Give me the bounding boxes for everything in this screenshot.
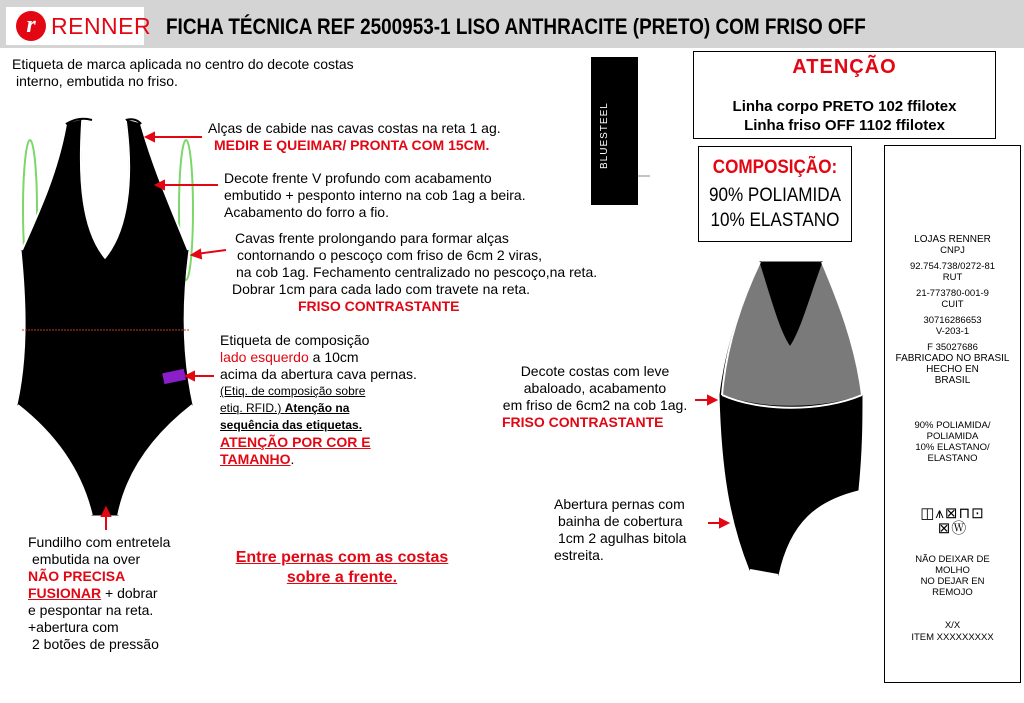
renner-logo-text: RENNER [51, 13, 152, 39]
note-line: MEDIR E QUEIMAR/ PRONTA COM 15CM. [214, 137, 490, 153]
note-line: 1cm 2 agulhas bitola [558, 530, 687, 546]
note-span: + dobrar [101, 585, 158, 601]
note-line: abaloado, acabamento [523, 380, 667, 396]
note-line: FRISO CONTRASTANTE [298, 298, 460, 314]
front-body [18, 120, 192, 515]
brand-label-line: Etiqueta de marca aplicada no centro do decote costas [12, 56, 354, 72]
note-line: acima da abertura cava pernas. [220, 366, 417, 382]
composition-line: 90% POLIAMIDA [708, 185, 842, 206]
brand-tag-text: BLUESTEEL [599, 102, 610, 169]
note-line: Cavas frente prolongando para formar alças [235, 230, 509, 246]
note-line: FRISO CONTRASTANTE [502, 414, 664, 430]
note-line: e pespontar na reta. [28, 602, 154, 618]
note-line: contornando o pescoço com friso de 6cm 2 viras, [237, 247, 543, 263]
note-line: sequência das etiquetas. [220, 418, 363, 432]
note-line: NÃO PRECISA [28, 568, 126, 584]
care-symbols-icon [885, 506, 1020, 536]
note-line: sobre a frente. [286, 569, 398, 586]
care-label-line: MOLHO [935, 565, 970, 576]
care-label-line: CNPJ [940, 245, 965, 256]
care-label-item: ITEM XXXXXXXXX [911, 632, 994, 643]
note-line: embutida na over [32, 551, 141, 567]
care-label-line: 90% POLIAMIDA/ [914, 420, 991, 431]
note-line: Etiqueta de composição [220, 332, 370, 348]
note-line [220, 349, 417, 366]
note-span: Atenção na [284, 401, 350, 415]
care-label [884, 145, 1021, 683]
note-line: Alças de cabide nas cavas costas na reta 1 ag. [208, 120, 501, 136]
note-line: na cob 1ag. Fechamento centralizado no pescoço,na reta. [236, 264, 598, 280]
note-line: ATENÇÃO POR COR E [220, 434, 371, 450]
note-line: bainha de cobertura [558, 513, 683, 529]
page-title: FICHA TÉCNICA REF 2500953-1 LISO ANTHRACITE (PRETO) COM FRISO OFF [166, 14, 866, 39]
note-line: Entre pernas com as costas [235, 549, 449, 566]
care-label-composition-block [885, 420, 1020, 464]
note-span: TAMANHO [220, 451, 291, 467]
note-etiqueta-composicao [220, 332, 417, 468]
care-label-soak-block [885, 554, 1020, 598]
note-span: FUSIONAR [28, 585, 102, 601]
back-swimsuit-drawing [720, 262, 862, 575]
note-line: 2 botões de pressão [32, 636, 159, 652]
care-label-line: NO DEJAR EN [920, 576, 985, 587]
care-label-line: ELASTANO [927, 453, 978, 464]
note-line [220, 451, 417, 468]
composition-title: COMPOSIÇÃO: [712, 157, 838, 178]
renner-logo-icon: r [16, 11, 46, 41]
note-line [28, 585, 170, 602]
care-label-line: F 35027686 [927, 342, 978, 353]
attention-line: Linha corpo PRETO 102 ffilotex [732, 98, 957, 115]
note-line: Abertura pernas com [554, 496, 685, 512]
note-line: Decote costas com leve [520, 363, 670, 379]
attention-box [693, 51, 996, 139]
note-cavas-frente [232, 230, 597, 315]
note-entre-pernas [206, 548, 478, 588]
care-label-line: LOJAS RENNER [914, 234, 991, 245]
care-label-line: V-203-1 [935, 326, 970, 337]
brand-label-line: interno, embutida no friso. [16, 73, 178, 89]
note-line: em friso de 6cm2 na cob 1ag. [502, 397, 688, 413]
care-label-line: 92.754.738/0272-81 [909, 261, 996, 272]
care-symbols-row: ◫⩚⊠⊓⊡ [920, 505, 985, 522]
note-line: (Etiq. de composição sobre [220, 384, 366, 398]
care-label-line: POLIAMIDA [926, 431, 979, 442]
care-label-line: FABRICADO NO BRASIL [895, 353, 1010, 364]
note-decote-frente [224, 170, 526, 221]
care-label-size: X/X [944, 620, 961, 631]
care-label-line: NÃO DEIXAR DE [915, 554, 990, 565]
care-label-line: CUIT [941, 299, 964, 310]
note-line: Fundilho com entretela [28, 534, 171, 550]
care-label-line: 30716286653 [923, 315, 982, 326]
care-symbols-row: ⊠Ⓦ [937, 520, 968, 537]
front-swimsuit-drawing [18, 119, 193, 515]
care-label-line: 21-773780-001-9 [916, 288, 989, 299]
note-fundilho [28, 534, 170, 653]
note-span: a 10cm [308, 349, 359, 365]
composition-box [698, 146, 852, 242]
note-line: +abertura com [28, 619, 119, 635]
note-line: Dobrar 1cm para cada lado com travete na reta. [232, 281, 531, 297]
composition-line: 10% ELASTANO [710, 210, 840, 231]
care-label-company-block [885, 234, 1020, 386]
note-span: etiq. RFID.) [220, 401, 285, 415]
attention-line: Linha friso OFF 1102 ffilotex [744, 117, 945, 134]
attention-title: ATENÇÃO [792, 56, 897, 78]
note-line [220, 400, 417, 417]
brand-tag [591, 57, 638, 205]
note-span: lado esquerdo [220, 349, 309, 365]
note-line: embutido + pesponto interno na cob 1ag a beira. [224, 187, 526, 203]
care-label-line: BRASIL [934, 375, 971, 386]
care-label-line: 10% ELASTANO/ [915, 442, 990, 453]
care-label-line: REMOJO [932, 587, 973, 598]
note-decote-costas [486, 363, 704, 431]
note-abertura-pernas [552, 496, 686, 564]
care-label-line: HECHO EN [926, 364, 979, 375]
care-label-line: RUT [942, 272, 963, 283]
note-alcas [208, 120, 501, 154]
note-line: estreita. [554, 547, 604, 563]
note-line: Acabamento do forro a fio. [224, 204, 389, 220]
note-span: . [290, 451, 295, 467]
note-line: Decote frente V profundo com acabamento [224, 170, 492, 186]
